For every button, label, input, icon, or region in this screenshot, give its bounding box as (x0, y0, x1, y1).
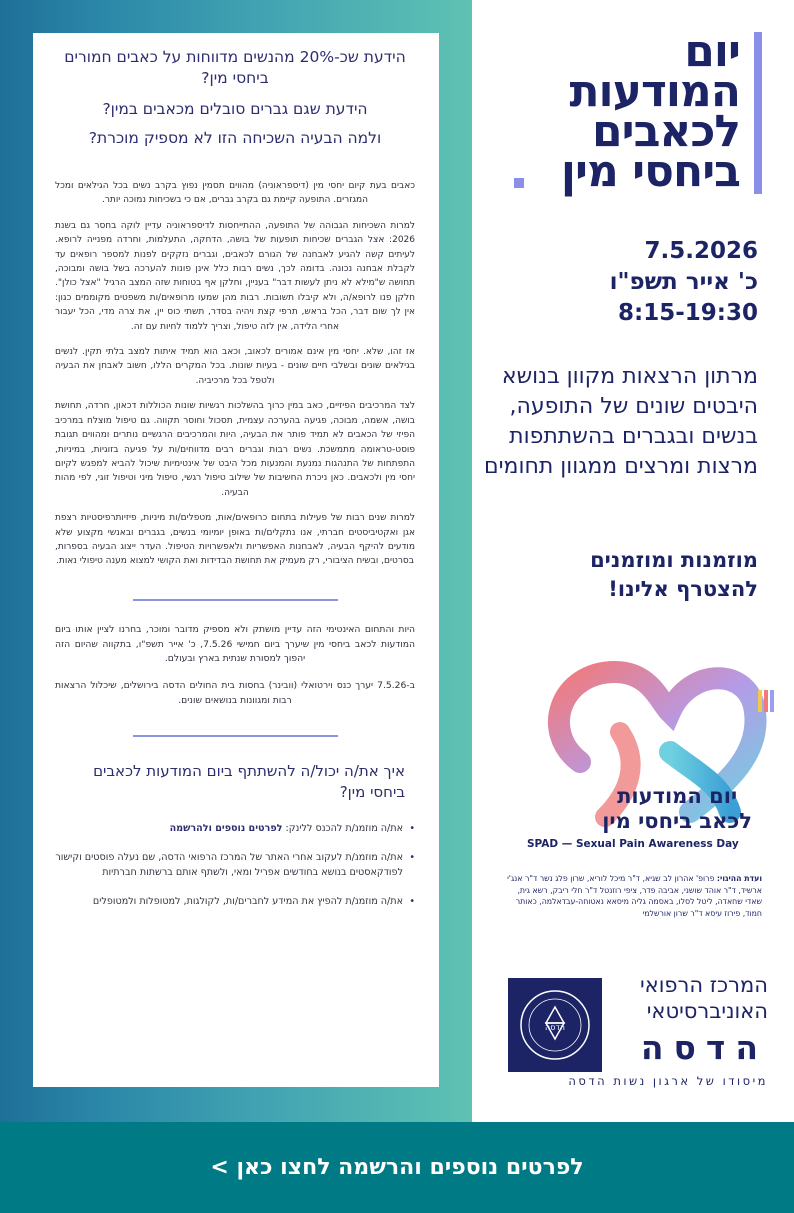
event-date-block (610, 236, 758, 329)
cta-label: לפרטים נוספים והרשמה לחצו כאן > (210, 1155, 584, 1180)
intro-question-2: הידעת שגם גברים סובלים מכאבים במין? (102, 100, 368, 118)
event-title (560, 26, 762, 197)
hadassah-emblem-icon (508, 978, 602, 1072)
logo-subtitle: SPAD — Sexual Pain Awareness Day (527, 838, 739, 850)
event-hebrew-date: כ' אייר תשפ"ו (609, 269, 758, 295)
bullet-text: את/ה מוזמנ/ת להכנס ללינק: (282, 822, 403, 834)
article-paragraph: כאבים בעת קיום יחסי מין (דיספראוניה) מהווים תסמין נפוץ בקרב נשים בכל הגילאים ומכל המגזרים. התופעה קיימת גם בקרב גברים, אם כי בשכיחות נמוכה יותר. (55, 181, 415, 206)
registration-link[interactable]: לפרטים נוספים ולהרשמה (169, 822, 283, 834)
hadassah-name-line: המרכז הרפואי (639, 973, 768, 997)
hadassah-name (640, 972, 768, 1024)
event-title-line: לכאבים (592, 106, 740, 157)
closing-paragraph: היות והתחום האינטימי הזה עדיין מושתק ולא מספיק מדובר ומוכר, בחרנו לציין אותו ביום המודעות לכאב ביחסי מין שיערך ביום חמישי 7.5.26, כ' אייר תשפ"ו, בתקווה שהיום הזה יהפוך למסורת שנתית בארץ ובעולם. (55, 623, 415, 665)
steering-committee (504, 873, 762, 919)
event-description: מרתון הרצאות מקוון בנושא היבטים שונים של התופעה, בנשים ובגברים בהשתתפות מרצות ומרצים ממגוון תחומים (484, 364, 758, 479)
article-paragraph: למרות השכיחות הגבוהה של התופעה, ההתייחסות לדיספראוניה עדיין לוקה בחסר גם בשנת 2026: אצל הגברים שכיחות תופעות של בושה, הדחקה, התעלמות, וחרדה מפנייה לרופא. לעיתים קשה להגיע לאבחנה של הגורם לכאבים, וגברים נזקקים לפנות למספר רופאים עד לקבלת אבחנה נכונה. בדומה לכך, נשים רבות כלל אינן פונות להערכה בשל בושה ומבוכה, תחושה ש"מילא לא ניתן לעשות דבר" בעניין, וחלקן אף בטוחות שזה המצב הרגיל "אצל כולן". חלקן פנו לרופא/ה, ולא קיבלו תשובות. רבות מהן שמעו מרופאים/ות משפטים מקוממים כגון: אין לך שום דבר, הכל בראש, תרפי קצת ויהיה בסדר, תשתי כוס יין, את צרה מדי, הכל יעבור אחרי הלידה, אין לזה טיפול, וצריך ללמוד לחיות עם זה. (55, 220, 415, 332)
article-card (33, 33, 439, 1087)
emblem-label: הדסה (544, 1023, 566, 1032)
event-title-line: המודעות (569, 66, 740, 117)
conference-paragraph: ב-7.5.26 יערך כנס וירטואלי (וובינר) בחסות בית החולים הדסה בירושלים, שיכלול הרצאות רבות ומגוונות בנושאים שונים. (55, 680, 415, 706)
title-accent-square (514, 178, 524, 188)
registration-cta-button[interactable] (0, 1122, 794, 1213)
article-paragraph: אז זהו, שלא. יחסי מין אינם אמורים לכאוב, וכאב הוא תמיד איתות למצב בלתי תקין. לנשים בגילאים שונים ובשלבי חיים שונים - בעיות שונות. בכל המקרים הללו, חשוב לאבחן את הבעיה ולטפל בכל מרכיביה. (55, 347, 415, 386)
article-paragraph: למרות שנים רבות של פעילות בתחום כרופאים/אות, מטפלים/ות מיניות, פיזיותרפיסטיות רצפת אגן ואקטיביסטים חברתי, אנו נתקלים/ות באופן יומיומי בנשים, בגברים ובאנשי מקצוע שלא מודעים להיקף הבעיה, לאבחנות האפשריות ולאפשרויות הטיפול. העדר ייצוג הבעיה בספרות, בסרטים, ובשיח הציבורי, רק מעמיק את תחושת הבדידות ואת הקושי למצוא מענה טיפולי נאות. (55, 513, 415, 567)
committee-label: ועדת ההיגוי: (716, 874, 762, 883)
logo-title-line: יום המודעות (617, 784, 738, 808)
logo-title-line: לכאב ביחסי מין (602, 809, 752, 833)
event-time: 8:15-19:30 (618, 300, 758, 326)
hadassah-tagline: מיסודו של ארגון נשות הדסה (568, 1074, 768, 1088)
section-divider (133, 735, 338, 737)
event-date: 7.5.2026 (644, 238, 758, 264)
invitation (590, 546, 758, 604)
committee-names: פרופ' אהרון לב שגיא, ד"ר מיכל לוריא, שרון פלג נשר ד"ר אנג'י ארשיד, ד"ר אוהד שושני, אביבה פדר, ציפי רוזנטל ד"ר חלי ריבק, רשא גית, שאדי שחאדה, ליטל לסלו, באסמה גליה מיסאא נאטוחה-עבדאלמה, כאותר חמוד, פירוז עיסא ד"ר שרון אורשלמי (507, 874, 762, 918)
article-paragraph: לצד המרכיבים הפיזיים, כאב במין כרוך בהשלכות רגשיות שונות הכוללות דכאון, חרדה, תחושת בושה, אשמה, מבוכה, פגיעה בהערכה עצמית, תסכול וחוסר תקווה. גם טיפול מוצלח במרכיב הפיזי של הכאבים לא תמיד פותר את הבעיה, היות והמרכיבים הרגשיים נותרים ומהווים תגובת פוסט-טראומה מתמשכת. נשים רבות וגברים רבים מדווחים/ות על פגיעה בזוגיות, במיניות, התפתחות של התנהגות נמנעת והמנעות מכל היבט של אינטימיות שיכול להביא למפגש לקיום יחסי מין ולכאבים. כאן ניכרת החשיבות של שילוב טיפול רגשי, טיפול מיני וטיפול זוגי, לפי מהות הבעיה. (55, 401, 415, 498)
logo-title (602, 784, 752, 834)
invitation-line: מוזמנות ומוזמנים (590, 548, 758, 572)
event-panel (472, 0, 794, 1122)
bullet-item: • את/ה מוזמנ/ת להפיץ את המידע לחברים/ות, לקולגות, למטופלות ולמטופלים (55, 894, 415, 909)
bullet-item (55, 821, 415, 836)
hadassah-logo (508, 970, 768, 1100)
article-body (55, 179, 415, 569)
event-title-line: יום (684, 26, 740, 77)
bullet-item: • את/ה מוזמנ/ת לעקוב אחרי האתר של המרכז הרפואי הדסה, שם נעלה פוסטים וקישור לפודקאסטים בנושא בחודשים אפריל ומאי, ולשתף אותם ברשתות חברתיות (55, 850, 415, 880)
event-title-line: ביחסי מין (560, 146, 740, 197)
section-divider (133, 599, 338, 601)
participation-heading: איך את/ה יכול/ה להשתתף ביום המודעות לכאבים ביחסי מין? (93, 761, 405, 801)
intro-question-3: ולמה הבעיה השכיחה הזו לא מספיק מוכרת? (88, 129, 382, 147)
hadassah-big-name: הדסה (640, 1028, 768, 1067)
intro-question-1: הידעת שכ-20% מהנשים מדווחות על כאבים חמורים ביחסי מין? (64, 48, 406, 87)
invitation-line: להצטרף אלינו! (608, 577, 758, 601)
hadassah-name-line: האוניברסיטאי (646, 999, 768, 1023)
